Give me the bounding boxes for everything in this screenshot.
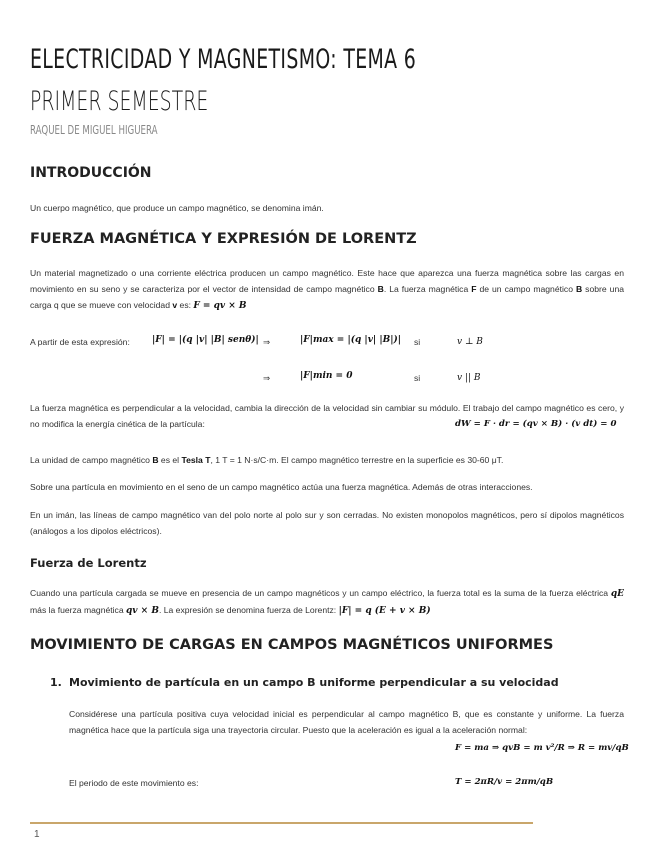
formula-force-min: |F|min = 0 bbox=[300, 371, 353, 381]
lorentz-paragraph-3 bbox=[30, 452, 624, 468]
intro-paragraph: Un cuerpo magnético, que produce un campo magnético, se denomina imán. bbox=[30, 203, 324, 213]
text-run: B bbox=[377, 284, 384, 294]
text-run: más la fuerza magnética bbox=[30, 605, 127, 615]
text-run: F bbox=[471, 284, 477, 294]
lorentz-paragraph-1 bbox=[30, 265, 624, 314]
text-run: Cuando una partícula cargada se mueve en presencia de un campo magnéticos y un campo eléctrico, la fuerza total es la suma de la fuerza eléctrica bbox=[30, 588, 611, 598]
lorentz-paragraph-4: Sobre una partícula en movimiento en el seno de un campo magnético actúa una fuerza magnética. Además de otras interacciones. bbox=[30, 482, 533, 492]
text-run: La unidad de campo magnético bbox=[30, 455, 153, 465]
section-heading-lorentz: FUERZA MAGNÉTICA Y EXPRESIÓN DE LORENTZ bbox=[30, 231, 417, 247]
condition-si: si bbox=[414, 337, 421, 347]
formula-lorentz-total: |F| = q (E + v × B) bbox=[338, 606, 431, 616]
section-heading-movimiento: MOVIMIENTO DE CARGAS EN CAMPOS MAGNÉTICOS UNIFORMES bbox=[30, 637, 554, 653]
text-run: Un material magnetizado o una corriente eléctrica producen un campo magnético. Este hace que aparezca una fuerza magnética sobre las cargas en movimiento en su seno y se caracteriza por el vector de intensidad de campo magnético bbox=[30, 268, 624, 294]
formula-lorentz-magnetic: F = qv × B bbox=[193, 301, 247, 311]
text-run: B bbox=[152, 455, 159, 465]
text-run: Tesla T bbox=[181, 455, 211, 465]
document-title: ELECTRICIDAD Y MAGNETISMO: TEMA 6 bbox=[30, 44, 417, 75]
implies-arrow: ⇒ bbox=[263, 337, 271, 347]
expression-label: A partir de esta expresión: bbox=[30, 337, 130, 347]
condition-parallel: v || B bbox=[457, 373, 481, 383]
formula-work: dW = F · dr = (qv × B) · (v dt) = 0 bbox=[455, 419, 617, 429]
movimiento-paragraph-2: El periodo de este movimiento es: bbox=[69, 778, 199, 788]
movimiento-paragraph-1: Considérese una partícula positiva cuya velocidad inicial es perpendicular al campo magnético B, que es constante y uniforme. La fuerza magnética hace que la partícula siga una trayectoria circular. Puesto que la aceleración es igual a la aceleración normal: bbox=[69, 709, 624, 735]
formula-radius: F = ma ⇒ qvB = m v²/R ⇒ R = mv/qB bbox=[455, 743, 629, 753]
text-run: , 1 T = 1 N·s/C·m. El campo magnético terrestre en la superficie es 30-60 μT. bbox=[210, 455, 504, 465]
condition-perpendicular: v ⊥ B bbox=[457, 337, 483, 347]
implies-arrow: ⇒ bbox=[263, 373, 271, 383]
document-author: RAQUEL DE MIGUEL HIGUERA bbox=[30, 123, 158, 137]
text-run: es el bbox=[158, 455, 182, 465]
subheading-fuerza-lorentz: Fuerza de Lorentz bbox=[30, 556, 147, 570]
formula-magnetic-force: qv × B bbox=[126, 606, 159, 616]
text-run: es: bbox=[177, 300, 194, 310]
page-number: 1 bbox=[34, 829, 40, 840]
text-run: v bbox=[172, 300, 178, 310]
text-run: B bbox=[575, 284, 583, 294]
text-run: . La expresión se denomina fuerza de Lorentz: bbox=[158, 605, 339, 615]
formula-period: T = 2πR/v = 2πm/qB bbox=[455, 777, 554, 787]
document-subtitle: PRIMER SEMESTRE bbox=[30, 86, 209, 117]
text-run: de un campo magnético bbox=[476, 284, 576, 294]
lorentz-paragraph-5: En un imán, las líneas de campo magnético van del polo norte al polo sur y son cerradas. No existen monopolos magnéticos, pero sí dipolos magnéticos (análogos a los dipolos eléctricos). bbox=[30, 510, 624, 536]
text-run: . La fuerza magnética bbox=[383, 284, 472, 294]
condition-si: si bbox=[414, 373, 421, 383]
section-heading-introduccion: INTRODUCCIÓN bbox=[30, 165, 152, 181]
formula-electric-force: qE bbox=[610, 589, 624, 599]
list-item-title: Movimiento de partícula en un campo B uniforme perpendicular a su velocidad bbox=[69, 676, 559, 689]
text-run: La fuerza magnética es perpendicular a la velocidad, cambia la dirección de la velocidad sin cambiar su módulo. El trabajo del campo magnético es cero, y no modifica la energía cinética de la partícula: bbox=[30, 403, 624, 429]
text-run: sobre una carga q que se mueve con velocidad bbox=[30, 284, 625, 310]
formula-force-max: |F|max = |(q |v| |B|)| bbox=[300, 335, 402, 345]
lorentz-paragraph-6 bbox=[30, 585, 624, 619]
footer-rule bbox=[30, 822, 533, 824]
formula-force-magnitude: |F| = |(q |v| |B| senθ)| bbox=[152, 335, 259, 345]
list-item-number: 1. bbox=[50, 676, 62, 689]
